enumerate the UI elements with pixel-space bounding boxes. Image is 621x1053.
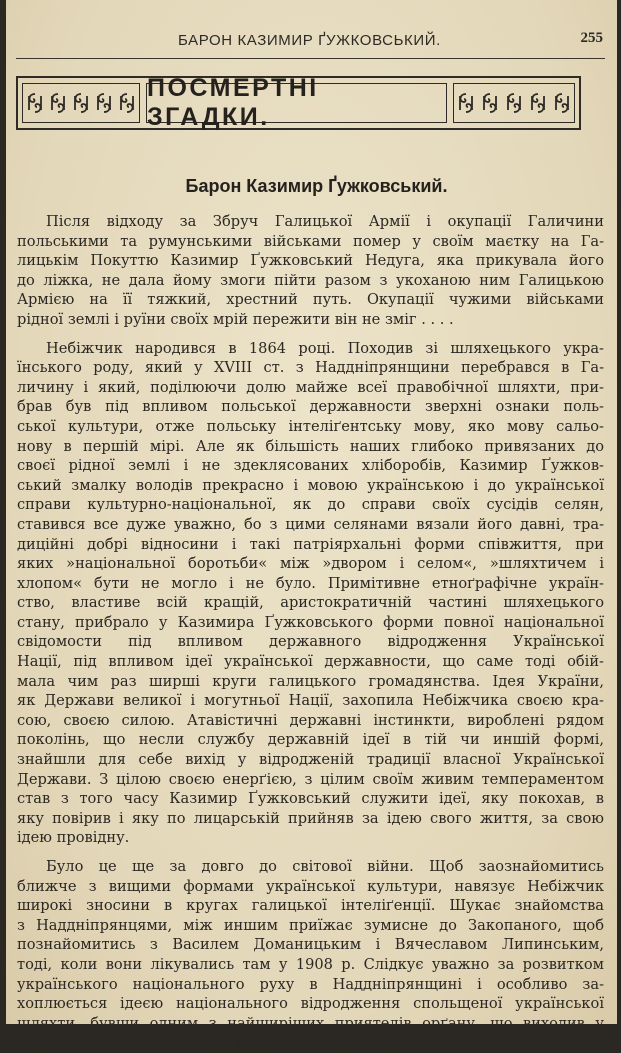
text-line: Київі в 1910— 1911 р. р. під назвою »Przegląd Krajowy« та ставив [17, 1034, 523, 1052]
text-line: своєї рідної землі і не здеклясованих хліборобів, Казимир Ґужков- [17, 457, 604, 475]
text-line: їнського роду, який у XVIII ст. з Наддніпрянщини перебрався в Га- [17, 359, 604, 377]
text-line: Армією на її тяжкий, хрестний путь. Окупації чужими військами [17, 291, 604, 309]
text-line: личину і який, поділюючи долю майже всеї правобічної шляхти, при- [17, 378, 604, 396]
text-line: стану, прибрало у Казимира Ґужковського форми повної національної [17, 613, 604, 631]
paragraph-gap [17, 848, 604, 857]
ornament-glyph-icon [48, 92, 68, 114]
text-line: знайшли для себе вихід у відродженій традиції власної Української [17, 751, 604, 769]
ornament-glyph-icon [117, 92, 137, 114]
text-line: лицькім Покуттю Казимир Ґужковський Недуга, яка прикувала його [17, 252, 604, 270]
text-line: шляхти, бувши одним з найщиріщих приятелів орґану, що виходив у [17, 1014, 604, 1032]
article-title: Барон Казимир Ґужковський. [185, 176, 448, 196]
text-line: Небіжчик народився в 1864 році. Походив зі шляхецького укра- [46, 339, 604, 357]
ornament-right [453, 83, 575, 123]
ornament-glyph-icon [528, 92, 548, 114]
text-line: нову в першій мірі. Але як більшість наших глибоко привязаних до [17, 437, 604, 455]
text-line: ський змалку володів прекрасно і мовою українською і до української [17, 476, 604, 494]
text-line: яку повірив і яку по лицарській прийняв за ідею свого життя, за свою [17, 809, 604, 827]
text-line: диційні добрі відносини і такі патріярхальні форми співжиття, при [17, 535, 604, 553]
text-line: хлопом« бути не могло і не було. Примітивне етноґрафічне україн- [17, 574, 604, 592]
paragraph [17, 212, 604, 330]
ornament-left [22, 83, 140, 123]
text-line: з Наддніпрянцями, між иншим приїжає зумисне до Закопаного, щоб [17, 916, 604, 934]
text-line: мала чим раз ширші круги галицького громадянства. Ідея України, [17, 672, 604, 690]
text-line: широкі зносини в кругах галицької інтеліґенції. Шукає знайомства [17, 897, 604, 915]
text-line: польськими та румунськими військами помер у своїм маєтку на Га- [17, 232, 604, 250]
running-head: БАРОН КАЗИМИР ҐУЖКОВСЬКИЙ. [178, 32, 441, 49]
ornament-glyph-icon [71, 92, 91, 114]
text-line: поколінь, що несли службу державній ідеї в тій чи иншій формі, [17, 731, 604, 749]
text-line: став з того часу Казимир Ґужковський служити ідеї, яку покохав, в [17, 790, 604, 808]
ornament-glyph-icon [504, 92, 524, 114]
text-line: справи культурно-національної, як до справи своїх сусідів селян, [17, 496, 604, 514]
header-rule [16, 58, 605, 59]
text-line: познайомитись з Василем Доманицьким і Вячеславом Липинським, [17, 936, 604, 954]
ornament-glyph-icon [480, 92, 500, 114]
text-line: сою, своєю силою. Атавістичні державні інстинкти, вироблені рядом [17, 711, 604, 729]
ornament-glyph-icon [552, 92, 572, 114]
ornament-glyph-icon [456, 92, 476, 114]
text-line: ідею провідну. [17, 829, 130, 847]
text-line: ближче з вищими формами української культури, навязує Небіжчик [17, 877, 604, 895]
text-line: ської культури, отже польську інтеліґентську мову, яко мову сальо- [17, 417, 604, 435]
page-header [6, 26, 617, 56]
paragraph [17, 857, 604, 1053]
text-line: українського національного руху в Наддніпрянщині і особливо за- [17, 975, 604, 993]
section-title: ПОСМЕРТНІ ЗГАДКИ. [146, 83, 447, 123]
text-line: ство, властиве всій кращій, аристократичній частині шляхецького [17, 594, 604, 612]
paragraph-gap [17, 330, 604, 339]
document-page [6, 0, 617, 1052]
ornament-glyph-icon [25, 92, 45, 114]
text-line: до ліжка, не дала йому змоги пійти разом з укоханою ним Галицькою [17, 271, 604, 289]
article-body [17, 212, 604, 1053]
text-line: рідної землі і руїни своїх мрій пережити він не зміг . . . . [17, 310, 454, 328]
text-line: свідомости під впливом державного відродження Української [17, 633, 604, 651]
text-line: Після відходу за Збруч Галицької Армії і окупації Галичини [46, 213, 604, 230]
text-line: Було це ще за довго до світової війни. Щоб заознайомитись [46, 858, 604, 875]
text-line: Нації, під впливом ідеї української державности, що саме тоді обій- [17, 653, 604, 671]
text-line: хоплюється ідеєю національного відродження спольщеної української [17, 995, 604, 1013]
text-line: Держави. З цілою своєю енерґією, з цілим своїм живим темпераментом [17, 770, 604, 788]
ornament-glyph-icon [94, 92, 114, 114]
text-line: як Держави великої і могутньої Нації, захопила Небіжчика своєю кра- [17, 692, 604, 710]
page-number: 255 [580, 30, 603, 46]
section-banner [16, 76, 581, 130]
text-line: брав був під впливом польської державности зверхні ознаки поль- [17, 398, 604, 416]
text-line: яких »національної боротьби« між »двором і селом«, »шляхтичем і [17, 555, 604, 573]
text-line: тоді, коли вони лікувались там у 1908 р. Слідкує уважно за розвитком [17, 955, 604, 973]
text-line: ставився все дуже уважно, бо з цими селянами вязали його давні, тра- [17, 515, 604, 533]
paragraph [17, 339, 604, 848]
